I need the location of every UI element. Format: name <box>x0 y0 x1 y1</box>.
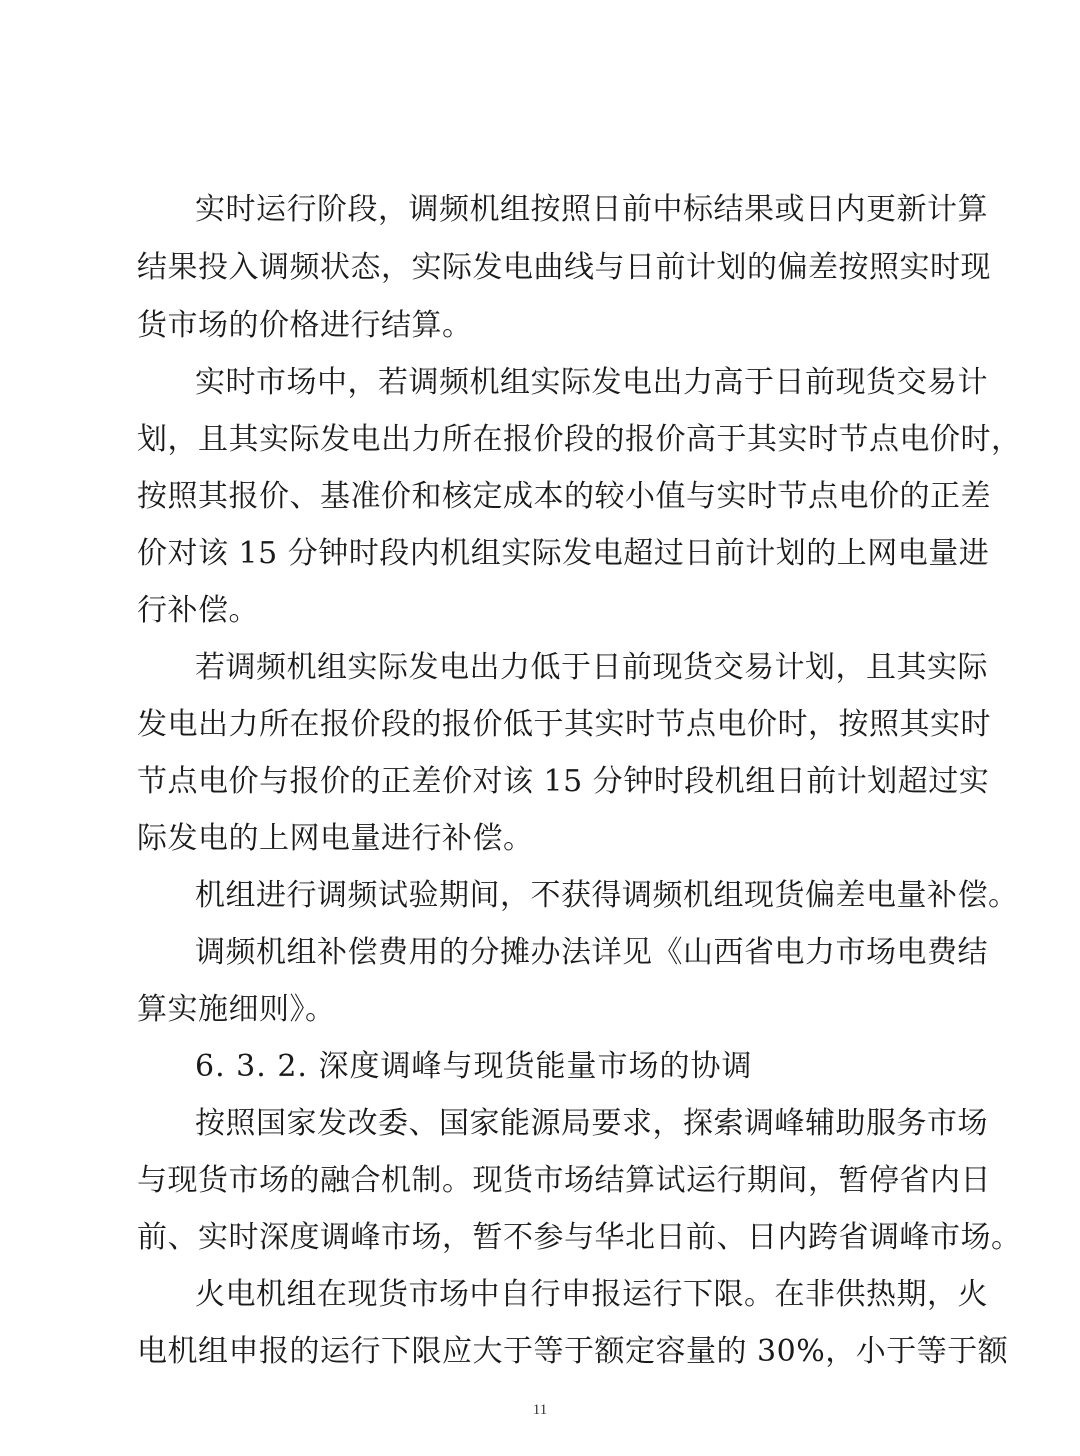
paragraph-line: 价对该 15 分钟时段内机组实际发电超过日前计划的上网电量进 <box>137 536 990 571</box>
paragraph-line: 结果投入调频状态，实际发电曲线与日前计划的偏差按照实时现 <box>137 250 991 285</box>
paragraph-line: 按照国家发改委、国家能源局要求，探索调峰辅助服务市场 <box>195 1106 988 1141</box>
paragraph-line: 算实施细则》。 <box>137 992 336 1027</box>
paragraph-line: 与现货市场的融合机制。现货市场结算试运行期间，暂停省内日 <box>137 1163 991 1198</box>
paragraph-line: 按照其报价、基准价和核定成本的较小值与实时节点电价的正差 <box>137 479 991 514</box>
paragraph-line: 划，且其实际发电出力所在报价段的报价高于其实时节点电价时， <box>137 422 1022 457</box>
paragraph-line: 火电机组在现货市场中自行申报运行下限。在非供热期，火 <box>195 1277 988 1312</box>
paragraph-line: 电机组申报的运行下限应大于等于额定容量的 30%，小于等于额 <box>137 1334 1009 1369</box>
paragraph-line: 前、实时深度调峰市场，暂不参与华北日前、日内跨省调峰市场。 <box>137 1220 1022 1255</box>
paragraph-line: 发电出力所在报价段的报价低于其实时节点电价时，按照其实时 <box>137 707 991 742</box>
paragraph-line: 行补偿。 <box>137 593 259 628</box>
paragraph-line: 机组进行调频试验期间，不获得调频机组现货偏差电量补偿。 <box>195 878 1019 913</box>
section-heading: 6. 3. 2. 深度调峰与现货能量市场的协调 <box>195 1049 753 1084</box>
page-number: 11 <box>532 1402 548 1418</box>
paragraph-line: 实时市场中，若调频机组实际发电出力高于日前现货交易计 <box>195 365 988 400</box>
paragraph-line: 际发电的上网电量进行补偿。 <box>137 821 534 856</box>
paragraph-line: 节点电价与报价的正差价对该 15 分钟时段机组日前计划超过实 <box>137 764 990 799</box>
paragraph-line: 实时运行阶段，调频机组按照日前中标结果或日内更新计算 <box>195 192 988 227</box>
paragraph-line: 调频机组补偿费用的分摊办法详见《山西省电力市场电费结 <box>195 935 988 970</box>
paragraph-line: 若调频机组实际发电出力低于日前现货交易计划，且其实际 <box>195 650 988 685</box>
paragraph-line: 货市场的价格进行结算。 <box>137 308 473 343</box>
